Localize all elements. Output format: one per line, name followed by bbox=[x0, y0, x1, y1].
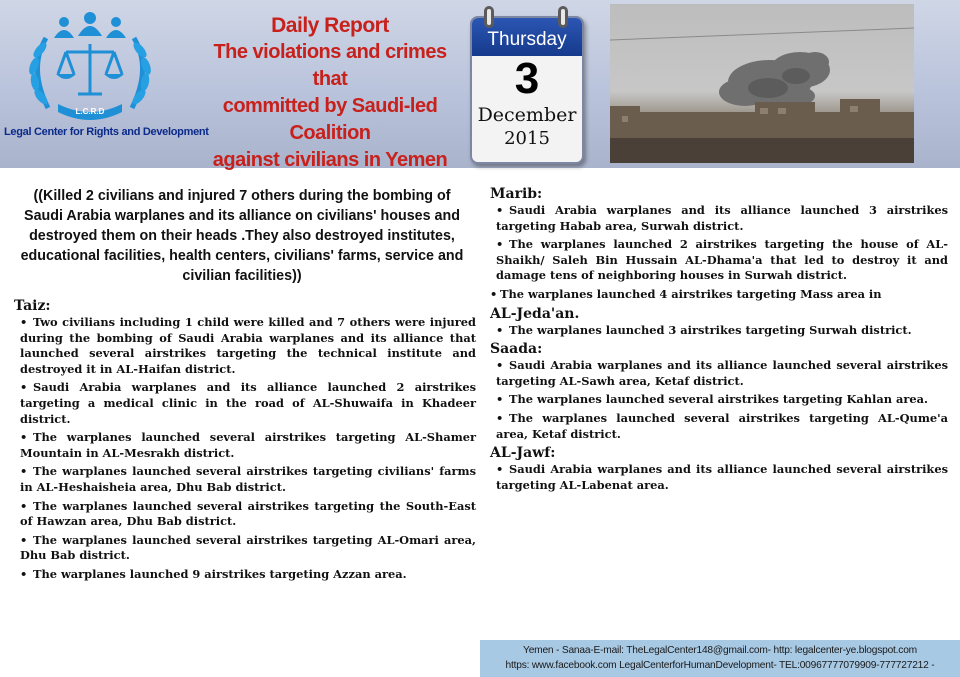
region-title-jawf: AL-Jawf: bbox=[490, 445, 556, 462]
list-item: • The warplanes launched several airstrikes targeting AL-Qume'a area, Ketaf district. bbox=[496, 410, 948, 441]
airstrike-smoke-photo bbox=[610, 4, 914, 163]
bullet-icon: • bbox=[20, 464, 28, 479]
calendar-day: 3 bbox=[514, 54, 540, 103]
bullet-icon: • bbox=[20, 430, 28, 445]
title-line-3: committed by Saudi-led Coalition bbox=[222, 95, 438, 144]
smoke-cloud-image bbox=[610, 4, 914, 163]
bullet-icon: • bbox=[496, 322, 504, 337]
bullet-icon: • bbox=[490, 286, 498, 301]
bullet-icon: • bbox=[496, 392, 504, 407]
region-title-saada: Saada: bbox=[490, 341, 543, 358]
region-title-jedaan: AL-Jeda'an. bbox=[490, 305, 580, 322]
bullet-icon: • bbox=[20, 532, 28, 547]
lcrd-logo bbox=[6, 8, 191, 138]
footer-line-1: Yemen - Sanaa-E-mail: TheLegalCenter148@gmail.com- http: legalcenter-ye.blogspot.com bbox=[523, 645, 917, 656]
right-column bbox=[490, 186, 948, 496]
list-item: • The warplanes launched 3 airstrikes targeting Surwah district. bbox=[496, 322, 912, 337]
bullet-icon: • bbox=[496, 237, 504, 252]
list-item: • Two civilians including 1 child were killed and 7 others were injured during the bombing of Saudi Arabia warplanes and its alliance that launched several airstrikes targeting the technical institute and destroyed it in AL-Haifan district. bbox=[20, 315, 476, 376]
list-item: • The warplanes launched 9 airstrikes targeting Azzan area. bbox=[20, 566, 407, 581]
bullet-icon: • bbox=[20, 498, 28, 513]
bullet-icon: • bbox=[496, 358, 504, 373]
list-item: • The warplanes launched several airstrikes targeting Kahlan area. bbox=[496, 392, 928, 407]
contact-footer bbox=[480, 640, 960, 677]
logo-letters: L.C.R.D bbox=[75, 107, 105, 116]
calendar-ring-icon bbox=[484, 6, 494, 28]
calendar-ring-icon bbox=[558, 6, 568, 28]
left-column bbox=[14, 186, 476, 586]
bullet-icon: • bbox=[20, 315, 28, 329]
calendar-year: 2015 bbox=[504, 128, 550, 149]
report-title bbox=[196, 12, 464, 174]
title-line-4: against civilians in Yemen bbox=[212, 149, 448, 171]
report-header bbox=[0, 0, 960, 171]
scales-of-justice-icon bbox=[6, 8, 191, 133]
list-item: • Saudi Arabia warplanes and its alliance launched 2 airstrikes targeting a medical clinic in the road of AL-Shuwaifa in Khadeer district. bbox=[20, 380, 476, 426]
bullet-icon: • bbox=[20, 380, 28, 395]
calendar-page bbox=[470, 16, 584, 164]
report-headline: ((Killed 2 civilians and injured 7 others during the bombing of Saudi Arabia warplanes and its alliance on civilians' houses and destroyed them on their heads .They also destroyed institutes, educational facilities, health centers, civilians' farms, service and civilian facilities)) bbox=[20, 188, 464, 284]
list-item: • The warplanes launched several airstrikes targeting the South-East of Hawzan area, Dhu Bab district. bbox=[20, 498, 476, 529]
list-item: • Saudi Arabia warplanes and its alliance launched several airstrikes targeting AL-Sawh area, Ketaf district. bbox=[496, 358, 948, 388]
list-item: • Saudi Arabia warplanes and its alliance launched several airstrikes targeting AL-Labenat area. bbox=[496, 462, 948, 492]
bullet-icon: • bbox=[20, 566, 28, 581]
list-item: • Saudi Arabia warplanes and its alliance launched 3 airstrikes targeting Habab area, Surwah district. bbox=[496, 203, 948, 233]
bullet-icon: • bbox=[496, 410, 504, 425]
list-item: • The warplanes launched several airstrikes targeting civilians' farms in AL-Heshaisheia area, Dhu Bab district. bbox=[20, 464, 476, 494]
list-item: • The warplanes launched 2 airstrikes targeting the house of AL-Shaikh/ Saleh Bin Hussain AL-Dhama'a that led to destroy it and damage tens of neighboring houses in Surwah district. bbox=[496, 237, 948, 283]
title-line-1: Daily Report bbox=[271, 14, 389, 37]
bullet-icon: • bbox=[496, 462, 504, 477]
title-line-2: The violations and crimes that bbox=[213, 41, 447, 90]
org-name: Legal Center for Rights and Development bbox=[4, 126, 209, 138]
region-title-marib: Marib: bbox=[490, 186, 543, 202]
footer-line-2: https: www.facebook.com LegalCenterforHumanDevelopment- TEL:00967777079909-777727212 - bbox=[505, 660, 935, 671]
calendar-icon bbox=[462, 6, 590, 166]
list-item: • The warplanes launched several airstrikes targeting AL-Shamer Mountain in AL-Mesrakh district. bbox=[20, 430, 476, 460]
region-title-taiz: Taiz: bbox=[14, 298, 51, 314]
list-item: • The warplanes launched several airstrikes targeting AL-Omari area, Dhu Bab district. bbox=[20, 532, 476, 563]
list-item: • The warplanes launched 4 airstrikes targeting Mass area in bbox=[490, 286, 882, 301]
calendar-weekday: Thursday bbox=[472, 18, 582, 56]
calendar-month: December bbox=[477, 104, 577, 126]
bullet-icon: • bbox=[496, 203, 504, 217]
